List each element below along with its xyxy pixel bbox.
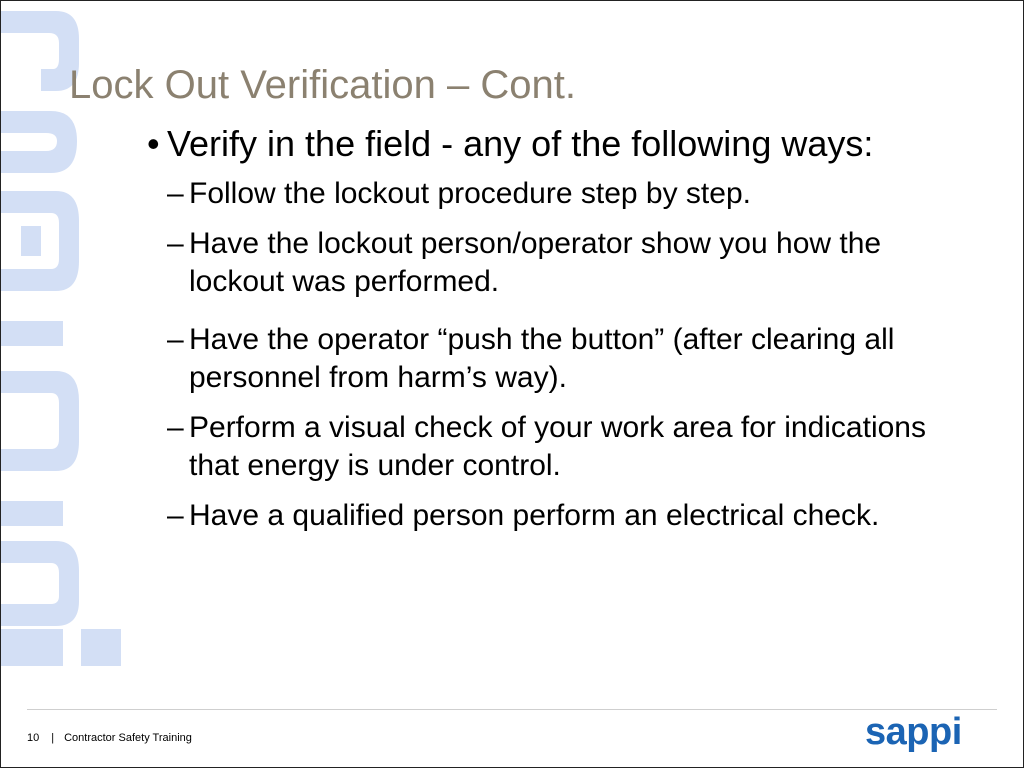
sub-item-marker: – bbox=[167, 499, 184, 532]
sub-item bbox=[167, 497, 943, 535]
sappi-logo: sappi bbox=[865, 711, 962, 753]
sub-item-text: Perform a visual check of your work area for indications that energy is under control. bbox=[189, 411, 926, 482]
sub-item-marker: – bbox=[167, 411, 184, 444]
bullet-marker: • bbox=[147, 123, 160, 164]
sub-item bbox=[167, 225, 943, 301]
sub-item-marker: – bbox=[167, 177, 184, 210]
footer-course-title: Contractor Safety Training bbox=[64, 732, 192, 744]
sub-item-marker: – bbox=[167, 227, 184, 260]
bullet-text: Verify in the field - any of the following ways: bbox=[167, 123, 874, 164]
sub-item-text: Have the operator “push the button” (after clearing all personnel from harm’s way). bbox=[189, 323, 895, 394]
slide-content bbox=[143, 123, 943, 547]
slide-title: Lock Out Verification – Cont. bbox=[69, 63, 576, 107]
sub-item-marker: – bbox=[167, 323, 184, 356]
sub-item-text: Have a qualified person perform an electrical check. bbox=[189, 499, 880, 532]
page-number: 10 bbox=[27, 732, 40, 744]
sub-item bbox=[167, 321, 943, 397]
footer bbox=[27, 732, 192, 744]
footer-separator: | bbox=[51, 732, 55, 744]
sub-item bbox=[167, 175, 943, 213]
sub-item-text: Have the lockout person/operator show you how the lockout was performed. bbox=[189, 227, 882, 298]
sub-item bbox=[167, 409, 943, 485]
sub-item-text: Follow the lockout procedure step by step. bbox=[189, 177, 751, 210]
bullet-item bbox=[143, 123, 943, 165]
footer-divider bbox=[27, 709, 997, 710]
